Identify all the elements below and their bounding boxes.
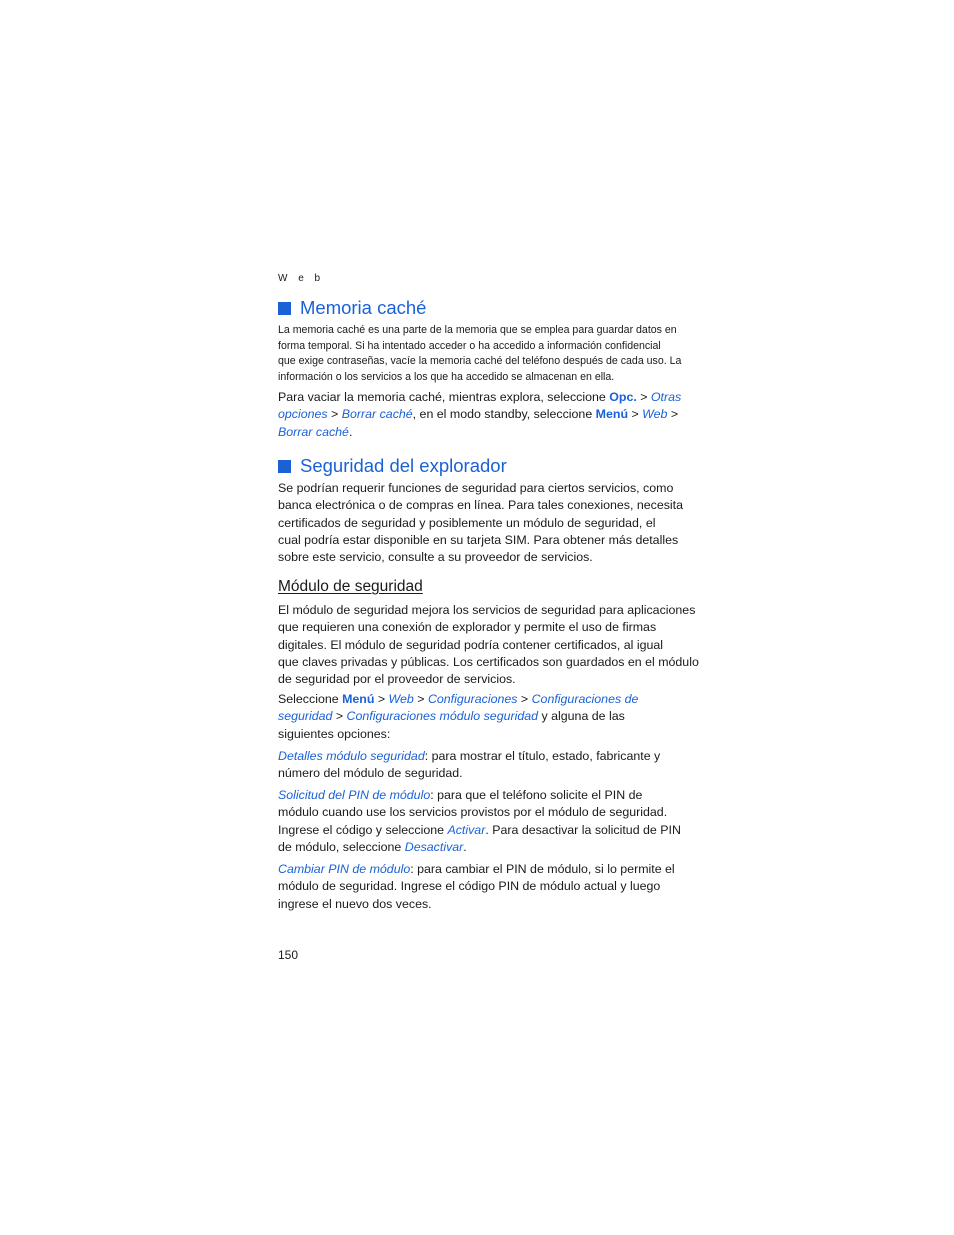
option-solicitud-paragraph bbox=[278, 787, 681, 856]
text-line: módulo cuando use los servicios provistos por el módulo de seguridad. bbox=[278, 805, 668, 820]
menu-item-web: Web bbox=[642, 407, 668, 422]
separator: > bbox=[628, 407, 643, 422]
text-line: que requieren una conexión de explorador y permite el uso de firmas bbox=[278, 620, 657, 635]
section-square-icon bbox=[278, 460, 291, 473]
option-term-solicitud: Solicitud del PIN de módulo bbox=[278, 788, 431, 802]
text-line bbox=[278, 389, 682, 406]
option-cambiar-paragraph bbox=[278, 861, 675, 913]
section-heading-seguridad-explorador bbox=[278, 455, 507, 477]
section-square-icon bbox=[278, 302, 291, 315]
text-line bbox=[278, 861, 675, 878]
text-line: módulo de seguridad. Ingrese el código PIN de módulo actual y luego bbox=[278, 879, 661, 894]
menu-item-web: Web bbox=[388, 692, 414, 706]
text-line: digitales. El módulo de seguridad podría contener certificados, al igual bbox=[278, 637, 664, 652]
text-run: . bbox=[348, 424, 353, 439]
text-line bbox=[278, 691, 668, 708]
text-line: banca electrónica o de compras en línea. Para tales conexiones, necesita bbox=[278, 498, 684, 513]
menu-item-configuraciones-de: Configuraciones de bbox=[531, 692, 639, 706]
separator: > bbox=[374, 692, 389, 706]
text-run: Ingrese el código y seleccione bbox=[278, 822, 448, 837]
option-term-cambiar: Cambiar PIN de módulo bbox=[278, 862, 411, 876]
text-run: : para cambiar el PIN de módulo, si lo permite el bbox=[410, 862, 675, 876]
text-line bbox=[278, 406, 679, 423]
text-line: forma temporal. Si ha intentado acceder o ha accedido a información confidencial bbox=[278, 339, 661, 352]
menu-key-menu: Menú bbox=[595, 407, 629, 422]
menu-item-opciones: opciones bbox=[278, 407, 328, 422]
text-run: Seleccione bbox=[278, 692, 343, 706]
text-line bbox=[278, 424, 668, 441]
text-line bbox=[278, 839, 668, 856]
modulo-select-paragraph bbox=[278, 691, 668, 743]
text-run: : para mostrar el título, estado, fabricante y bbox=[424, 749, 661, 763]
menu-key-menu: Menú bbox=[342, 692, 375, 706]
menu-item-seguridad: seguridad bbox=[278, 709, 333, 724]
text-line bbox=[278, 787, 668, 804]
modulo-body-paragraph bbox=[278, 602, 699, 688]
text-line: siguientes opciones: bbox=[278, 726, 391, 741]
text-line: número del módulo de seguridad. bbox=[278, 766, 463, 781]
menu-item-borrar-cache: Borrar caché bbox=[341, 407, 413, 422]
subsection-heading-modulo-seguridad: Módulo de seguridad bbox=[278, 578, 423, 595]
text-run: de módulo, seleccione bbox=[278, 839, 405, 854]
text-line bbox=[278, 748, 668, 765]
text-line: certificados de seguridad y posiblemente un módulo de seguridad, el bbox=[278, 515, 656, 530]
text-line: cual podría estar disponible en su tarjeta SIM. Para obtener más detalles bbox=[278, 532, 679, 547]
text-run: , en el modo standby, seleccione bbox=[412, 407, 596, 422]
text-line: sobre este servicio, consulte a su proveedor de servicios. bbox=[278, 550, 593, 565]
memoria-intro-paragraph bbox=[278, 323, 682, 385]
menu-item-configuraciones: Configuraciones bbox=[427, 692, 518, 706]
seguridad-body-paragraph bbox=[278, 480, 684, 566]
text-line: que claves privadas y públicas. Los certificados son guardados en el módulo bbox=[278, 654, 699, 669]
text-line: Se podrían requerir funciones de seguridad para ciertos servicios, como bbox=[278, 481, 674, 495]
separator: > bbox=[517, 692, 532, 706]
menu-item-otras: Otras bbox=[650, 390, 682, 404]
text-line: ingrese el nuevo dos veces. bbox=[278, 896, 432, 911]
memoria-vaciar-paragraph bbox=[278, 389, 682, 441]
text-run: : para que el teléfono solicite el PIN de bbox=[430, 788, 643, 802]
menu-item-borrar-cache: Borrar caché bbox=[278, 424, 349, 439]
separator: > bbox=[636, 390, 651, 404]
menu-item-configuraciones-modulo-seguridad: Configuraciones módulo seguridad bbox=[346, 709, 539, 724]
option-term-detalles: Detalles módulo seguridad bbox=[278, 749, 425, 763]
section-heading-memoria-cache bbox=[278, 297, 426, 319]
text-line bbox=[278, 822, 681, 839]
separator: > bbox=[413, 692, 428, 706]
page-number: 150 bbox=[278, 948, 299, 962]
separator: > bbox=[332, 709, 347, 724]
separator: > bbox=[327, 407, 342, 422]
text-line: que exige contraseñas, vacíe la memoria caché del teléfono después de cada uso. La bbox=[278, 355, 682, 367]
text-run: . Para desactivar la solicitud de PIN bbox=[485, 822, 681, 837]
separator: > bbox=[667, 407, 679, 422]
option-detalles-paragraph bbox=[278, 748, 668, 783]
text-line bbox=[278, 708, 668, 725]
text-run: y alguna de las bbox=[538, 709, 625, 724]
option-value-desactivar: Desactivar bbox=[404, 839, 464, 854]
running-head: W e b bbox=[278, 273, 325, 284]
text-line: El módulo de seguridad mejora los servicios de seguridad para aplicaciones bbox=[278, 603, 696, 617]
text-run: . bbox=[463, 839, 467, 854]
text-run: Para vaciar la memoria caché, mientras explora, seleccione bbox=[278, 390, 610, 404]
menu-key-opc: Opc. bbox=[609, 390, 637, 404]
text-line: información o los servicios a los que ha accedido se almacenan en ella. bbox=[278, 370, 615, 383]
option-value-activar: Activar bbox=[447, 822, 486, 837]
section-title: Memoria caché bbox=[300, 297, 427, 318]
section-title: Seguridad del explorador bbox=[300, 455, 507, 476]
text-line: La memoria caché es una parte de la memoria que se emplea para guardar datos en bbox=[278, 324, 677, 336]
text-line: de seguridad por el proveedor de servicios. bbox=[278, 672, 516, 687]
